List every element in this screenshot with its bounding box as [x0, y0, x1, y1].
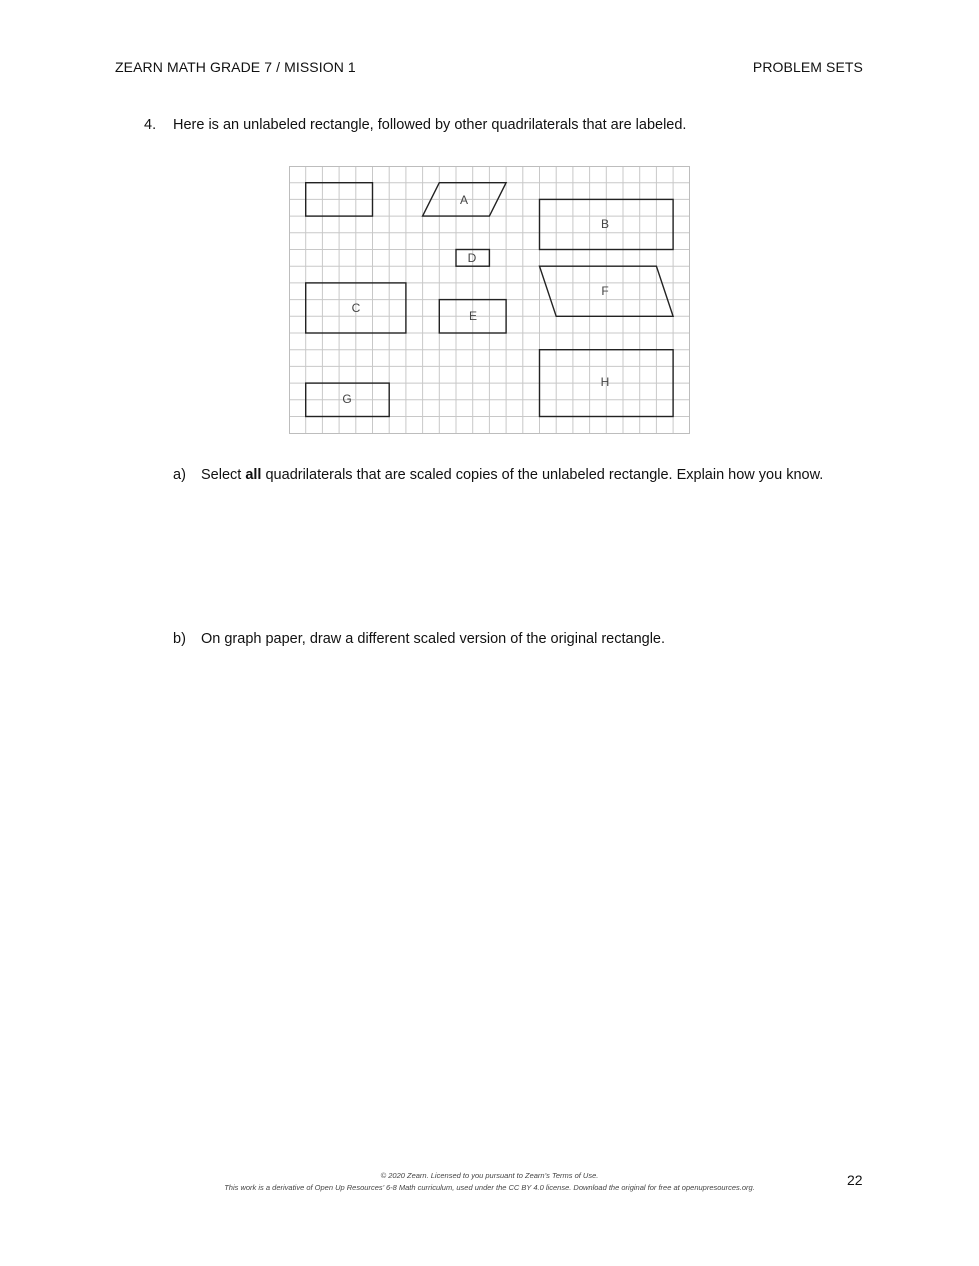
label-a: A — [459, 193, 469, 207]
label-f: F — [601, 284, 609, 298]
quadrilaterals-grid-figure — [289, 166, 690, 434]
label-d: D — [467, 251, 477, 265]
part-a-letter: a) — [173, 467, 186, 483]
label-b: B — [600, 217, 610, 231]
label-c: C — [351, 301, 361, 315]
footer-copyright: © 2020 Zearn. Licensed to you pursuant to Zearn’s Terms of Use. — [380, 1171, 599, 1180]
label-g: G — [342, 392, 352, 406]
header-title: ZEARN MATH GRADE 7 / MISSION 1 — [115, 59, 356, 75]
footer-attribution: This work is a derivative of Open Up Resources’ 6-8 Math curriculum, used under the CC BY 4.0 license. Download the original for free at openupresources.org. — [224, 1182, 755, 1192]
header-section: PROBLEM SETS — [752, 59, 863, 75]
part-a-text-start: Select — [201, 467, 246, 483]
part-a-emphasis: all — [245, 467, 262, 483]
label-h: H — [600, 375, 610, 389]
page-number: 22 — [847, 1172, 863, 1188]
part-a-text-end: quadrilaterals that are scaled copies of the unlabeled rectangle. Explain how you know. — [261, 467, 824, 483]
part-b-letter: b) — [173, 631, 186, 647]
footer-license — [0, 1170, 979, 1193]
part-a-text — [201, 467, 823, 483]
question-text: Here is an unlabeled rectangle, followed by other quadrilaterals that are labeled. — [173, 117, 687, 133]
part-b-text: On graph paper, draw a different scaled version of the original rectangle. — [201, 631, 666, 647]
label-e: E — [468, 309, 478, 323]
question-number: 4. — [144, 117, 157, 133]
